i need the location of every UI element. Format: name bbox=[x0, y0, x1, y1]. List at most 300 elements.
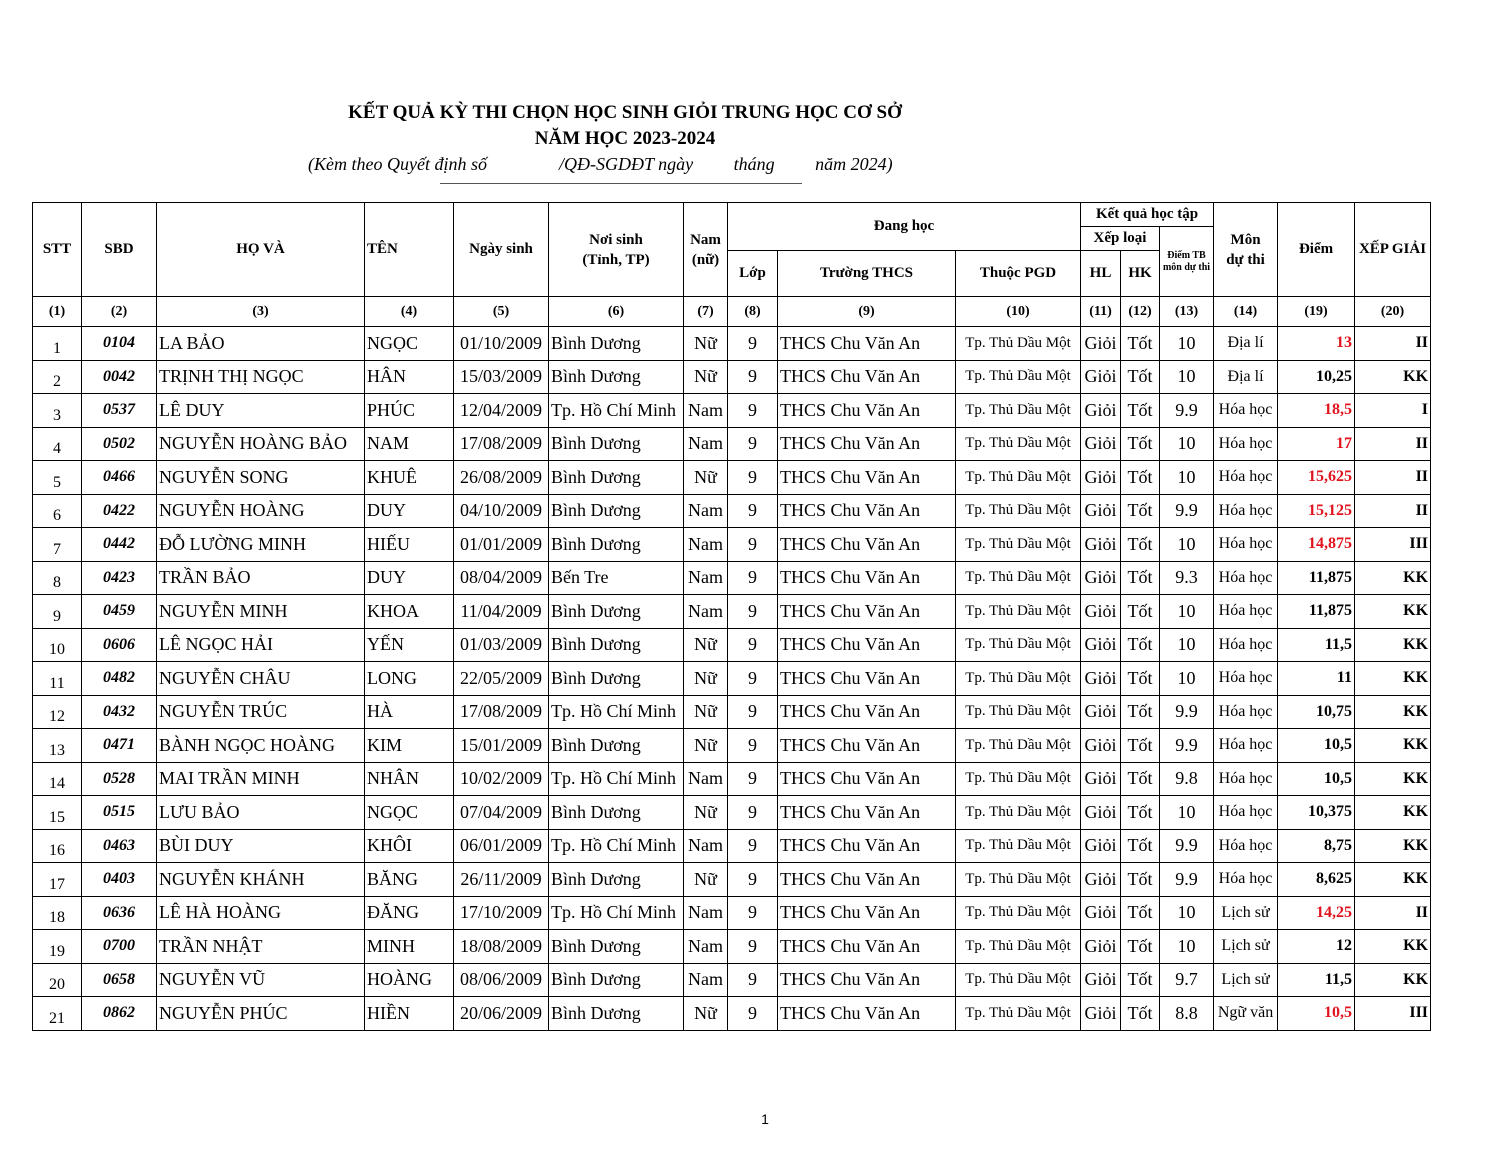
ngay-sinh-cell: 01/10/2009 bbox=[454, 327, 549, 361]
pgd-cell: Tp. Thủ Dầu Một bbox=[956, 796, 1081, 830]
stt-cell: 13 bbox=[33, 729, 82, 763]
table-row bbox=[33, 595, 1431, 629]
mon-du-thi-cell: Hóa học bbox=[1214, 595, 1278, 629]
hanh-kiem-cell: Tốt bbox=[1121, 427, 1160, 461]
diem-cell: 8,625 bbox=[1278, 863, 1355, 897]
stt-cell: 1 bbox=[33, 327, 82, 361]
truong-cell: THCS Chu Văn An bbox=[778, 896, 956, 930]
sbd-cell: 0459 bbox=[82, 595, 157, 629]
ho-va-cell: NGUYỄN MINH bbox=[157, 595, 365, 629]
column-index-cell: (12) bbox=[1121, 297, 1160, 327]
gioi-tinh-cell: Nam bbox=[684, 394, 728, 428]
column-index-cell: (9) bbox=[778, 297, 956, 327]
lop-cell: 9 bbox=[728, 327, 778, 361]
hoc-luc-cell: Giỏi bbox=[1081, 561, 1121, 595]
lop-cell: 9 bbox=[728, 394, 778, 428]
school-year-title: NĂM HỌC 2023-2024 bbox=[534, 128, 716, 149]
mon-du-thi-cell: Hóa học bbox=[1214, 461, 1278, 495]
hoc-luc-cell: Giỏi bbox=[1081, 930, 1121, 964]
sbd-cell: 0422 bbox=[82, 494, 157, 528]
diem-cell: 18,5 bbox=[1278, 394, 1355, 428]
header-hk: HK bbox=[1121, 251, 1160, 297]
hoc-luc-cell: Giỏi bbox=[1081, 461, 1121, 495]
sbd-cell: 0042 bbox=[82, 360, 157, 394]
header-stt: STT bbox=[33, 203, 82, 297]
pgd-cell: Tp. Thủ Dầu Một bbox=[956, 863, 1081, 897]
diem-tb-cell: 9.3 bbox=[1160, 561, 1214, 595]
gioi-tinh-cell: Nam bbox=[684, 561, 728, 595]
noi-sinh-cell: Bình Dương bbox=[549, 461, 684, 495]
truong-cell: THCS Chu Văn An bbox=[778, 394, 956, 428]
hanh-kiem-cell: Tốt bbox=[1121, 662, 1160, 696]
ngay-sinh-cell: 15/01/2009 bbox=[454, 729, 549, 763]
hoc-luc-cell: Giỏi bbox=[1081, 494, 1121, 528]
stt-cell: 15 bbox=[33, 796, 82, 830]
ho-va-cell: BÀNH NGỌC HOÀNG bbox=[157, 729, 365, 763]
hoc-luc-cell: Giỏi bbox=[1081, 528, 1121, 562]
gioi-tinh-cell: Nữ bbox=[684, 628, 728, 662]
column-index-row bbox=[33, 297, 1431, 327]
column-index-cell: (5) bbox=[454, 297, 549, 327]
xep-giai-cell: KK bbox=[1355, 662, 1431, 696]
ho-va-cell: TRẦN NHẬT bbox=[157, 930, 365, 964]
truong-cell: THCS Chu Văn An bbox=[778, 528, 956, 562]
column-index-cell: (19) bbox=[1278, 297, 1355, 327]
xep-giai-cell: KK bbox=[1355, 360, 1431, 394]
sbd-cell: 0502 bbox=[82, 427, 157, 461]
ten-cell: DUY bbox=[365, 494, 454, 528]
ten-cell: HIỀN bbox=[365, 997, 454, 1031]
pgd-cell: Tp. Thủ Dầu Một bbox=[956, 963, 1081, 997]
hanh-kiem-cell: Tốt bbox=[1121, 963, 1160, 997]
stt-cell: 2 bbox=[33, 360, 82, 394]
diem-tb-cell: 10 bbox=[1160, 628, 1214, 662]
diem-cell: 10,5 bbox=[1278, 729, 1355, 763]
xep-giai-cell: KK bbox=[1355, 595, 1431, 629]
lop-cell: 9 bbox=[728, 494, 778, 528]
gioi-tinh-cell: Nam bbox=[684, 427, 728, 461]
pgd-cell: Tp. Thủ Dầu Một bbox=[956, 427, 1081, 461]
hoc-luc-cell: Giỏi bbox=[1081, 762, 1121, 796]
mon-du-thi-cell: Hóa học bbox=[1214, 528, 1278, 562]
lop-cell: 9 bbox=[728, 863, 778, 897]
xep-giai-cell: KK bbox=[1355, 963, 1431, 997]
xep-giai-cell: KK bbox=[1355, 695, 1431, 729]
stt-cell: 21 bbox=[33, 997, 82, 1031]
noi-sinh-cell: Tp. Hồ Chí Minh bbox=[549, 394, 684, 428]
noi-sinh-cell: Bình Dương bbox=[549, 528, 684, 562]
truong-cell: THCS Chu Văn An bbox=[778, 327, 956, 361]
diem-tb-cell: 9.9 bbox=[1160, 695, 1214, 729]
table-row bbox=[33, 997, 1431, 1031]
gioi-tinh-cell: Nữ bbox=[684, 863, 728, 897]
ngay-sinh-cell: 17/10/2009 bbox=[454, 896, 549, 930]
stt-cell: 5 bbox=[33, 461, 82, 495]
noi-sinh-cell: Bến Tre bbox=[549, 561, 684, 595]
hoc-luc-cell: Giỏi bbox=[1081, 628, 1121, 662]
hanh-kiem-cell: Tốt bbox=[1121, 327, 1160, 361]
pgd-cell: Tp. Thủ Dầu Một bbox=[956, 394, 1081, 428]
xep-giai-cell: KK bbox=[1355, 628, 1431, 662]
hanh-kiem-cell: Tốt bbox=[1121, 461, 1160, 495]
truong-cell: THCS Chu Văn An bbox=[778, 561, 956, 595]
table-row bbox=[33, 729, 1431, 763]
ho-va-cell: TRẦN BẢO bbox=[157, 561, 365, 595]
noi-sinh-cell: Tp. Hồ Chí Minh bbox=[549, 762, 684, 796]
decision-reference: (Kèm theo Quyết định số /QĐ-SGDĐT ngày tháng năm 2024) bbox=[308, 154, 893, 174]
hanh-kiem-cell: Tốt bbox=[1121, 829, 1160, 863]
mon-du-thi-cell: Hóa học bbox=[1214, 494, 1278, 528]
pgd-cell: Tp. Thủ Dầu Một bbox=[956, 762, 1081, 796]
gioi-tinh-cell: Nam bbox=[684, 494, 728, 528]
noi-sinh-cell: Tp. Hồ Chí Minh bbox=[549, 896, 684, 930]
hanh-kiem-cell: Tốt bbox=[1121, 528, 1160, 562]
stt-cell: 19 bbox=[33, 930, 82, 964]
noi-sinh-cell: Bình Dương bbox=[549, 997, 684, 1031]
hanh-kiem-cell: Tốt bbox=[1121, 394, 1160, 428]
mon-du-thi-cell: Hóa học bbox=[1214, 829, 1278, 863]
truong-cell: THCS Chu Văn An bbox=[778, 796, 956, 830]
hanh-kiem-cell: Tốt bbox=[1121, 595, 1160, 629]
diem-tb-cell: 10 bbox=[1160, 360, 1214, 394]
gioi-tinh-cell: Nam bbox=[684, 829, 728, 863]
stt-cell: 11 bbox=[33, 662, 82, 696]
lop-cell: 9 bbox=[728, 561, 778, 595]
column-index-cell: (14) bbox=[1214, 297, 1278, 327]
sbd-cell: 0463 bbox=[82, 829, 157, 863]
ngay-sinh-cell: 01/01/2009 bbox=[454, 528, 549, 562]
ho-va-cell: NGUYỄN VŨ bbox=[157, 963, 365, 997]
noi-sinh-cell: Bình Dương bbox=[549, 595, 684, 629]
stt-cell: 10 bbox=[33, 628, 82, 662]
ten-cell: ĐĂNG bbox=[365, 896, 454, 930]
hoc-luc-cell: Giỏi bbox=[1081, 427, 1121, 461]
stt-cell: 14 bbox=[33, 762, 82, 796]
noi-sinh-cell: Bình Dương bbox=[549, 796, 684, 830]
ho-va-cell: BÙI DUY bbox=[157, 829, 365, 863]
lop-cell: 9 bbox=[728, 461, 778, 495]
lop-cell: 9 bbox=[728, 595, 778, 629]
ten-cell: HÂN bbox=[365, 360, 454, 394]
diem-tb-cell: 10 bbox=[1160, 796, 1214, 830]
header-pgd: Thuộc PGD bbox=[956, 251, 1081, 297]
lop-cell: 9 bbox=[728, 628, 778, 662]
hoc-luc-cell: Giỏi bbox=[1081, 662, 1121, 696]
ho-va-cell: LÊ HÀ HOÀNG bbox=[157, 896, 365, 930]
xep-giai-cell: KK bbox=[1355, 561, 1431, 595]
ngay-sinh-cell: 01/03/2009 bbox=[454, 628, 549, 662]
truong-cell: THCS Chu Văn An bbox=[778, 360, 956, 394]
column-index-cell: (4) bbox=[365, 297, 454, 327]
diem-cell: 11,875 bbox=[1278, 561, 1355, 595]
hanh-kiem-cell: Tốt bbox=[1121, 729, 1160, 763]
lop-cell: 9 bbox=[728, 360, 778, 394]
diem-cell: 11,875 bbox=[1278, 595, 1355, 629]
stt-cell: 9 bbox=[33, 595, 82, 629]
sbd-cell: 0862 bbox=[82, 997, 157, 1031]
xep-giai-cell: II bbox=[1355, 494, 1431, 528]
gioi-tinh-cell: Nữ bbox=[684, 327, 728, 361]
hanh-kiem-cell: Tốt bbox=[1121, 997, 1160, 1031]
ho-va-cell: NGUYỄN TRÚC bbox=[157, 695, 365, 729]
hoc-luc-cell: Giỏi bbox=[1081, 963, 1121, 997]
subtitle-underline bbox=[440, 183, 802, 184]
hanh-kiem-cell: Tốt bbox=[1121, 896, 1160, 930]
diem-cell: 10,25 bbox=[1278, 360, 1355, 394]
mon-du-thi-cell: Ngữ văn bbox=[1214, 997, 1278, 1031]
xep-giai-cell: III bbox=[1355, 528, 1431, 562]
pgd-cell: Tp. Thủ Dầu Một bbox=[956, 829, 1081, 863]
diem-cell: 12 bbox=[1278, 930, 1355, 964]
truong-cell: THCS Chu Văn An bbox=[778, 963, 956, 997]
pgd-cell: Tp. Thủ Dầu Một bbox=[956, 997, 1081, 1031]
diem-cell: 14,875 bbox=[1278, 528, 1355, 562]
pgd-cell: Tp. Thủ Dầu Một bbox=[956, 662, 1081, 696]
stt-cell: 17 bbox=[33, 863, 82, 897]
pgd-cell: Tp. Thủ Dầu Một bbox=[956, 595, 1081, 629]
truong-cell: THCS Chu Văn An bbox=[778, 863, 956, 897]
mon-du-thi-cell: Địa lí bbox=[1214, 327, 1278, 361]
diem-cell: 11 bbox=[1278, 662, 1355, 696]
lop-cell: 9 bbox=[728, 528, 778, 562]
ngay-sinh-cell: 11/04/2009 bbox=[454, 595, 549, 629]
sbd-cell: 0515 bbox=[82, 796, 157, 830]
table-row bbox=[33, 360, 1431, 394]
column-index-cell: (13) bbox=[1160, 297, 1214, 327]
stt-cell: 12 bbox=[33, 695, 82, 729]
gioi-tinh-cell: Nam bbox=[684, 762, 728, 796]
lop-cell: 9 bbox=[728, 963, 778, 997]
diem-cell: 15,625 bbox=[1278, 461, 1355, 495]
hoc-luc-cell: Giỏi bbox=[1081, 729, 1121, 763]
sbd-cell: 0442 bbox=[82, 528, 157, 562]
hoc-luc-cell: Giỏi bbox=[1081, 997, 1121, 1031]
ten-cell: MINH bbox=[365, 930, 454, 964]
diem-cell: 8,75 bbox=[1278, 829, 1355, 863]
header-diem-tb: Điểm TB môn dự thi bbox=[1160, 227, 1214, 297]
xep-giai-cell: II bbox=[1355, 896, 1431, 930]
diem-cell: 14,25 bbox=[1278, 896, 1355, 930]
mon-du-thi-cell: Lịch sử bbox=[1214, 930, 1278, 964]
hoc-luc-cell: Giỏi bbox=[1081, 695, 1121, 729]
table-row bbox=[33, 695, 1431, 729]
sbd-cell: 0636 bbox=[82, 896, 157, 930]
diem-cell: 10,5 bbox=[1278, 997, 1355, 1031]
diem-cell: 15,125 bbox=[1278, 494, 1355, 528]
noi-sinh-cell: Bình Dương bbox=[549, 628, 684, 662]
hoc-luc-cell: Giỏi bbox=[1081, 360, 1121, 394]
header-ngay-sinh: Ngày sinh bbox=[454, 203, 549, 297]
stt-cell: 6 bbox=[33, 494, 82, 528]
header-noi-sinh: Nơi sinh (Tỉnh, TP) bbox=[549, 203, 684, 297]
ten-cell: PHÚC bbox=[365, 394, 454, 428]
ten-cell: LONG bbox=[365, 662, 454, 696]
header-ten: TÊN bbox=[365, 203, 454, 297]
header-hl: HL bbox=[1081, 251, 1121, 297]
table-row bbox=[33, 327, 1431, 361]
diem-tb-cell: 9.8 bbox=[1160, 762, 1214, 796]
diem-tb-cell: 9.9 bbox=[1160, 829, 1214, 863]
pgd-cell: Tp. Thủ Dầu Một bbox=[956, 561, 1081, 595]
gioi-tinh-cell: Nữ bbox=[684, 796, 728, 830]
noi-sinh-cell: Bình Dương bbox=[549, 662, 684, 696]
table-row bbox=[33, 930, 1431, 964]
ten-cell: HOÀNG bbox=[365, 963, 454, 997]
sbd-cell: 0466 bbox=[82, 461, 157, 495]
noi-sinh-cell: Bình Dương bbox=[549, 327, 684, 361]
ngay-sinh-cell: 26/08/2009 bbox=[454, 461, 549, 495]
hoc-luc-cell: Giỏi bbox=[1081, 394, 1121, 428]
diem-cell: 11,5 bbox=[1278, 628, 1355, 662]
results-table bbox=[32, 202, 1431, 1031]
gioi-tinh-cell: Nữ bbox=[684, 695, 728, 729]
header-dang-hoc: Đang học bbox=[728, 203, 1081, 251]
sbd-cell: 0606 bbox=[82, 628, 157, 662]
mon-du-thi-cell: Lịch sử bbox=[1214, 896, 1278, 930]
xep-giai-cell: II bbox=[1355, 461, 1431, 495]
ten-cell: NGỌC bbox=[365, 796, 454, 830]
ten-cell: KHOA bbox=[365, 595, 454, 629]
table-row bbox=[33, 561, 1431, 595]
noi-sinh-cell: Bình Dương bbox=[549, 963, 684, 997]
header-xep-giai: XẾP GIẢI bbox=[1355, 203, 1431, 297]
ngay-sinh-cell: 15/03/2009 bbox=[454, 360, 549, 394]
pgd-cell: Tp. Thủ Dầu Một bbox=[956, 729, 1081, 763]
ho-va-cell: NGUYỄN CHÂU bbox=[157, 662, 365, 696]
ngay-sinh-cell: 07/04/2009 bbox=[454, 796, 549, 830]
diem-cell: 13 bbox=[1278, 327, 1355, 361]
sbd-cell: 0104 bbox=[82, 327, 157, 361]
table-row bbox=[33, 662, 1431, 696]
diem-tb-cell: 9.7 bbox=[1160, 963, 1214, 997]
diem-cell: 17 bbox=[1278, 427, 1355, 461]
diem-cell: 10,75 bbox=[1278, 695, 1355, 729]
xep-giai-cell: KK bbox=[1355, 930, 1431, 964]
lop-cell: 9 bbox=[728, 930, 778, 964]
ten-cell: KIM bbox=[365, 729, 454, 763]
gioi-tinh-cell: Nữ bbox=[684, 461, 728, 495]
mon-du-thi-cell: Hóa học bbox=[1214, 427, 1278, 461]
diem-tb-cell: 10 bbox=[1160, 896, 1214, 930]
hoc-luc-cell: Giỏi bbox=[1081, 796, 1121, 830]
sbd-cell: 0432 bbox=[82, 695, 157, 729]
pgd-cell: Tp. Thủ Dầu Một bbox=[956, 528, 1081, 562]
diem-tb-cell: 8.8 bbox=[1160, 997, 1214, 1031]
diem-tb-cell: 10 bbox=[1160, 427, 1214, 461]
xep-giai-cell: KK bbox=[1355, 863, 1431, 897]
noi-sinh-cell: Bình Dương bbox=[549, 427, 684, 461]
ten-cell: NGỌC bbox=[365, 327, 454, 361]
ten-cell: KHÔI bbox=[365, 829, 454, 863]
pgd-cell: Tp. Thủ Dầu Một bbox=[956, 494, 1081, 528]
pgd-cell: Tp. Thủ Dầu Một bbox=[956, 628, 1081, 662]
gioi-tinh-cell: Nữ bbox=[684, 662, 728, 696]
sbd-cell: 0482 bbox=[82, 662, 157, 696]
column-index-cell: (8) bbox=[728, 297, 778, 327]
noi-sinh-cell: Bình Dương bbox=[549, 930, 684, 964]
diem-cell: 11,5 bbox=[1278, 963, 1355, 997]
lop-cell: 9 bbox=[728, 729, 778, 763]
ngay-sinh-cell: 08/06/2009 bbox=[454, 963, 549, 997]
noi-sinh-cell: Bình Dương bbox=[549, 729, 684, 763]
hanh-kiem-cell: Tốt bbox=[1121, 360, 1160, 394]
truong-cell: THCS Chu Văn An bbox=[778, 762, 956, 796]
pgd-cell: Tp. Thủ Dầu Một bbox=[956, 327, 1081, 361]
ngay-sinh-cell: 12/04/2009 bbox=[454, 394, 549, 428]
noi-sinh-cell: Bình Dương bbox=[549, 494, 684, 528]
sbd-cell: 0471 bbox=[82, 729, 157, 763]
table-row bbox=[33, 494, 1431, 528]
hanh-kiem-cell: Tốt bbox=[1121, 695, 1160, 729]
column-index-cell: (1) bbox=[33, 297, 82, 327]
ten-cell: YẾN bbox=[365, 628, 454, 662]
mon-du-thi-cell: Lịch sử bbox=[1214, 963, 1278, 997]
column-index-cell: (11) bbox=[1081, 297, 1121, 327]
header-xep-loai: Xếp loại bbox=[1081, 227, 1160, 251]
truong-cell: THCS Chu Văn An bbox=[778, 427, 956, 461]
header-ho-va: HỌ VÀ bbox=[157, 203, 365, 297]
diem-tb-cell: 10 bbox=[1160, 528, 1214, 562]
truong-cell: THCS Chu Văn An bbox=[778, 494, 956, 528]
ho-va-cell: NGUYỄN HOÀNG bbox=[157, 494, 365, 528]
diem-tb-cell: 10 bbox=[1160, 930, 1214, 964]
sbd-cell: 0700 bbox=[82, 930, 157, 964]
header-mon-du-thi: Môn dự thi bbox=[1214, 203, 1278, 297]
hoc-luc-cell: Giỏi bbox=[1081, 595, 1121, 629]
pgd-cell: Tp. Thủ Dầu Một bbox=[956, 360, 1081, 394]
ngay-sinh-cell: 22/05/2009 bbox=[454, 662, 549, 696]
gioi-tinh-cell: Nam bbox=[684, 963, 728, 997]
gioi-tinh-cell: Nữ bbox=[684, 729, 728, 763]
table-row bbox=[33, 963, 1431, 997]
hanh-kiem-cell: Tốt bbox=[1121, 494, 1160, 528]
gioi-tinh-cell: Nam bbox=[684, 930, 728, 964]
sbd-cell: 0423 bbox=[82, 561, 157, 595]
stt-cell: 18 bbox=[33, 896, 82, 930]
header-lop: Lớp bbox=[728, 251, 778, 297]
hanh-kiem-cell: Tốt bbox=[1121, 863, 1160, 897]
column-index-cell: (7) bbox=[684, 297, 728, 327]
ho-va-cell: LÊ DUY bbox=[157, 394, 365, 428]
ho-va-cell: NGUYỄN KHÁNH bbox=[157, 863, 365, 897]
xep-giai-cell: KK bbox=[1355, 829, 1431, 863]
ngay-sinh-cell: 18/08/2009 bbox=[454, 930, 549, 964]
mon-du-thi-cell: Hóa học bbox=[1214, 863, 1278, 897]
table-row bbox=[33, 796, 1431, 830]
hoc-luc-cell: Giỏi bbox=[1081, 829, 1121, 863]
table-row bbox=[33, 863, 1431, 897]
truong-cell: THCS Chu Văn An bbox=[778, 595, 956, 629]
lop-cell: 9 bbox=[728, 762, 778, 796]
column-index-cell: (20) bbox=[1355, 297, 1431, 327]
hanh-kiem-cell: Tốt bbox=[1121, 628, 1160, 662]
diem-tb-cell: 9.9 bbox=[1160, 863, 1214, 897]
column-index-cell: (10) bbox=[956, 297, 1081, 327]
table-row bbox=[33, 762, 1431, 796]
mon-du-thi-cell: Hóa học bbox=[1214, 796, 1278, 830]
ho-va-cell: LÊ NGỌC HẢI bbox=[157, 628, 365, 662]
ten-cell: HÀ bbox=[365, 695, 454, 729]
hanh-kiem-cell: Tốt bbox=[1121, 762, 1160, 796]
ho-va-cell: TRỊNH THỊ NGỌC bbox=[157, 360, 365, 394]
truong-cell: THCS Chu Văn An bbox=[778, 930, 956, 964]
stt-cell: 16 bbox=[33, 829, 82, 863]
mon-du-thi-cell: Hóa học bbox=[1214, 394, 1278, 428]
ten-cell: HIẾU bbox=[365, 528, 454, 562]
noi-sinh-cell: Tp. Hồ Chí Minh bbox=[549, 695, 684, 729]
hoc-luc-cell: Giỏi bbox=[1081, 896, 1121, 930]
pgd-cell: Tp. Thủ Dầu Một bbox=[956, 695, 1081, 729]
